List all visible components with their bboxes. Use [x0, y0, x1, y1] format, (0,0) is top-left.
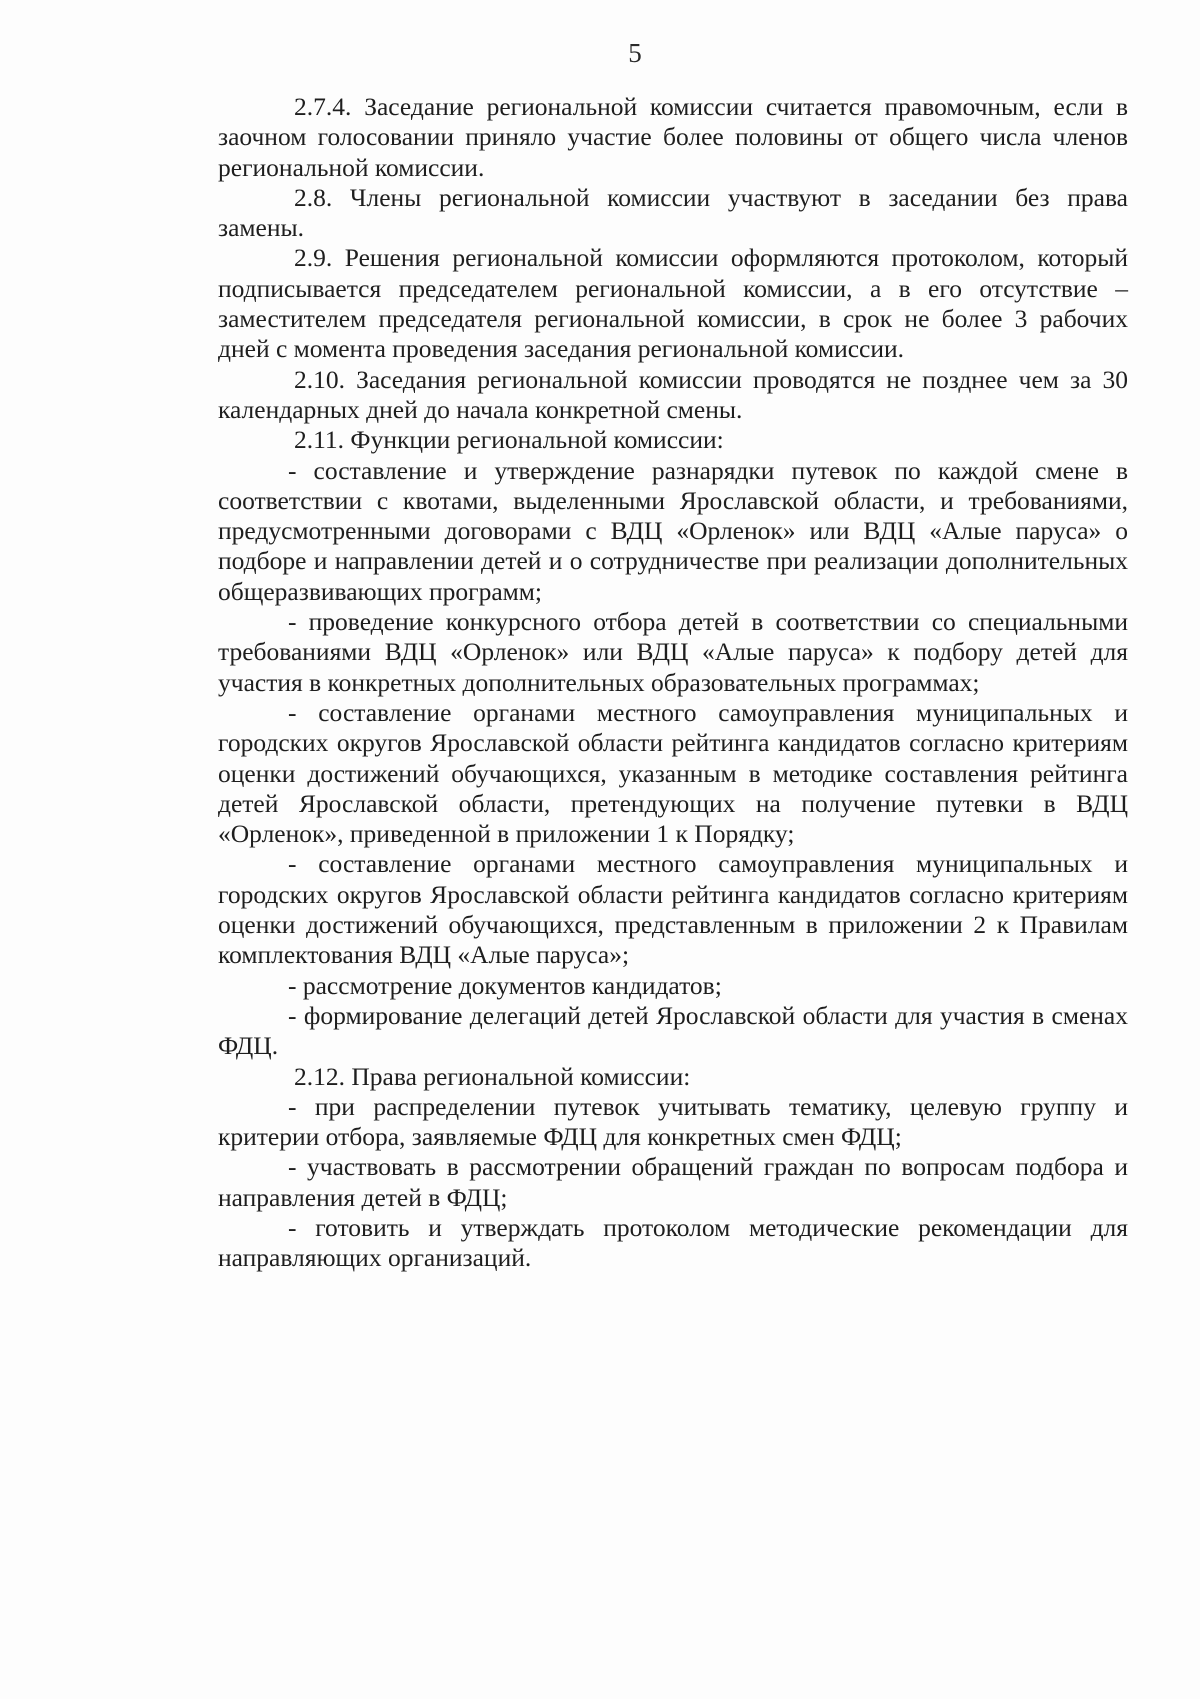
- list-item: - формирование делегаций детей Ярославской области для участия в сменах ФДЦ.: [218, 1000, 1128, 1061]
- list-item: - участвовать в рассмотрении обращений граждан по вопросам подбора и направления детей в ФДЦ;: [218, 1152, 1128, 1212]
- list-item: - составление органами местного самоуправления муниципальных и городских округов Ярославской области рейтинга кандидатов согласно критериям оценки достижений обучающихся, указанным в методике составления рейтинга детей Ярославской области, претендующих на получение путевки в ВДЦ «Орленок», приведенной в приложении 1 к Порядку;: [218, 697, 1128, 849]
- paragraph-2-10: 2.10. Заседания региональной комиссии проводятся не позднее чем за 30 календарных дней до начала конкретной смены.: [218, 364, 1128, 424]
- list-item: - составление и утверждение разнарядки путевок по каждой смене в соответствии с квотами, выделенными Ярославской области, и требованиями, предусмотренными договорами с ВДЦ «Орленок» или ВДЦ «Алые паруса» о подборе и направлении детей и о сотрудничестве при реализации дополнительных общеразвивающих программ;: [218, 455, 1128, 606]
- paragraph-2-11-heading: 2.11. Функции региональной комиссии:: [294, 425, 724, 455]
- list-item: - рассмотрение документов кандидатов;: [288, 970, 722, 1000]
- list-item: - готовить и утверждать протоколом методические рекомендации для направляющих организаций.: [218, 1212, 1128, 1273]
- list-item: - проведение конкурсного отбора детей в соответствии со специальными требованиями ВДЦ «Орленок» или ВДЦ «Алые паруса» к подбору детей для участия в конкретных дополнительных образовательных программах;: [218, 607, 1128, 697]
- paragraph-2-7-4: 2.7.4. Заседание региональной комиссии считается правомочным, если в заочном голосовании приняло участие более половины от общего числа членов региональной комиссии.: [218, 92, 1128, 182]
- page-number: 5: [628, 38, 642, 68]
- document-body: [218, 92, 1128, 1274]
- paragraph-2-8: 2.8. Члены региональной комиссии участвуют в заседании без права замены.: [218, 182, 1128, 243]
- paragraph-2-9: 2.9. Решения региональной комиссии оформляются протоколом, который подписывается председателем региональной комиссии, а в его отсутствие – заместителем председателя региональной комиссии, в срок не более 3 рабочих дней с момента проведения заседания региональной комиссии.: [218, 243, 1128, 364]
- paragraph-2-12-heading: 2.12. Права региональной комиссии:: [294, 1061, 691, 1091]
- list-item: - составление органами местного самоуправления муниципальных и городских округов Ярославской области рейтинга кандидатов согласно критериям оценки достижений обучающихся, представленным в приложении 2 к Правилам комплектования ВДЦ «Алые паруса»;: [218, 849, 1128, 970]
- list-item: - при распределении путевок учитывать тематику, целевую группу и критерии отбора, заявляемые ФДЦ для конкретных смен ФДЦ;: [218, 1091, 1128, 1152]
